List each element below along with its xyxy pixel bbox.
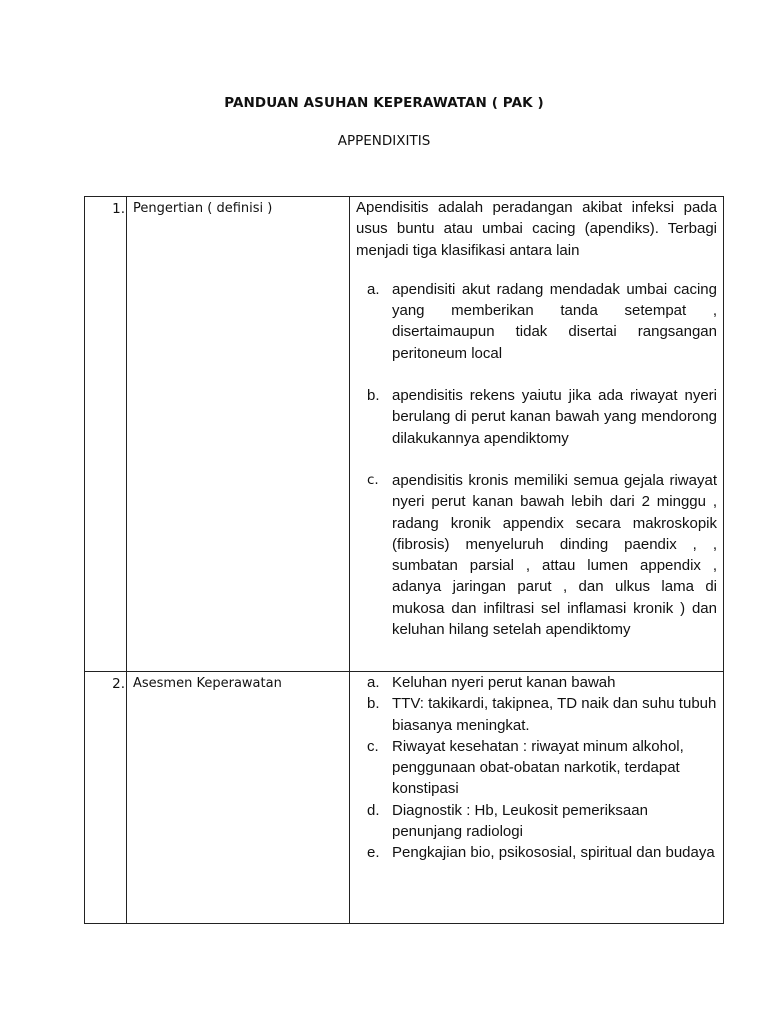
table-row-assessment: [85, 672, 724, 924]
list-item: [356, 800, 717, 843]
list-marker: d.: [367, 801, 380, 819]
list-text: apendisitis kronis memiliki semua gejala riwayat nyeri perut kanan bawah lebih dari 2 minggu , radang kronik appendix secara makroskopik (fibrosis) menyeluruh dinding paendix , , sumbatan parsial , attau lumen appendix , adanya jaringan parut , dan ulkus lama di mukosa dan infiltrasi sel inflamasi kronik ) dan keluhan hilang setelah apendiktomy: [392, 471, 717, 639]
table-row-definition: [85, 197, 724, 672]
list-item: [356, 385, 717, 449]
list-marker: c.: [367, 471, 379, 488]
row-number: 1.: [85, 197, 127, 672]
list-item: [356, 736, 717, 800]
list-text: Pengkajian bio, psikososial, spiritual dan budaya: [392, 844, 715, 862]
list-item: [356, 693, 717, 736]
list-marker: c.: [367, 737, 379, 755]
row-content-assessment: [350, 672, 724, 924]
list-text: apendisiti akut radang mendadak umbai cacing yang memberikan tanda setempat , disertaimaupun tidak disertai rangsangan peritoneum local: [392, 280, 717, 362]
list-marker: b.: [367, 695, 380, 713]
list-text: Riwayat kesehatan : riwayat minum alkohol, penggunaan obat-obatan narkotik, terdapat konstipasi: [392, 737, 684, 798]
list-text: Diagnostik : Hb, Leukosit pemeriksaan penunjang radiologi: [392, 801, 648, 841]
row-label-definition: Pengertian ( definisi ): [127, 197, 350, 672]
list-item: [356, 672, 717, 693]
document-title: PANDUAN ASUHAN KEPERAWATAN ( PAK ): [224, 95, 544, 111]
list-item: [356, 470, 717, 640]
row-content-definition: [350, 197, 724, 672]
list-item: [356, 842, 717, 863]
list-text: TTV: takikardi, takipnea, TD naik dan suhu tubuh biasanya meningkat.: [392, 695, 717, 734]
list-marker: a.: [367, 280, 380, 298]
definition-intro: Apendisitis adalah peradangan akibat infeksi pada usus buntu atau umbai cacing (apendiks). Terbagi menjadi tiga klasifikasi antara lain: [356, 199, 717, 259]
list-marker: b.: [367, 387, 380, 405]
row-number: 2.: [85, 672, 127, 924]
classification-list: [356, 279, 717, 640]
row-label-assessment: Asesmen Keperawatan: [127, 672, 350, 924]
list-marker: e.: [367, 844, 380, 862]
pak-table: [84, 196, 724, 924]
assessment-list: [356, 672, 717, 864]
list-text: apendisitis rekens yaiutu jika ada riwayat nyeri berulang di perut kanan bawah yang mendorong dilakukannya apendiktomy: [392, 387, 717, 447]
document-subtitle: APPENDIXITIS: [337, 133, 431, 149]
list-marker: a.: [367, 674, 380, 691]
list-item: [356, 279, 717, 364]
list-text: Keluhan nyeri perut kanan bawah: [392, 674, 616, 691]
